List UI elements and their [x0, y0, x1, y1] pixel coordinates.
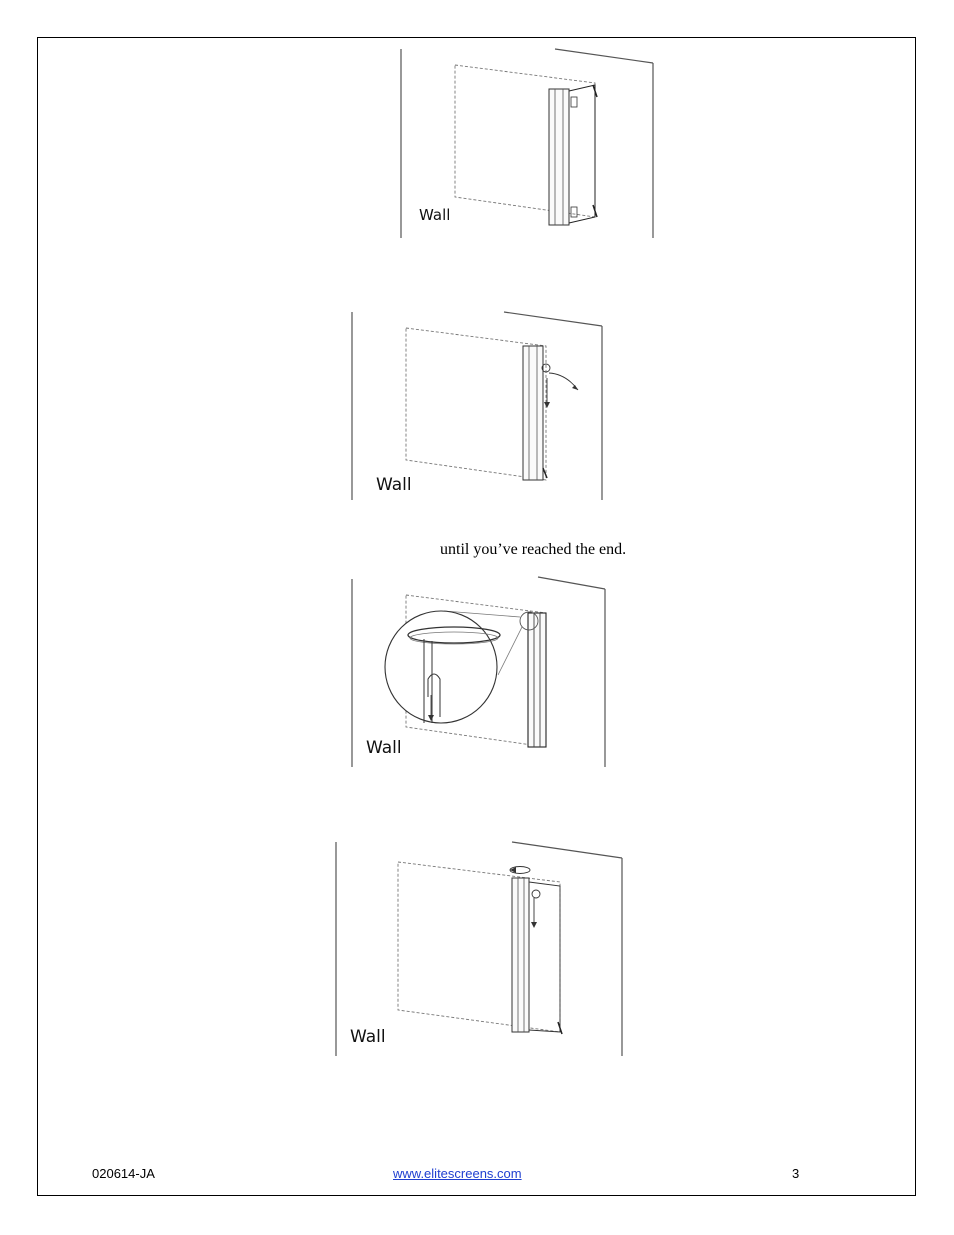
figure-2	[346, 308, 611, 503]
wall-label: Wall	[350, 1027, 386, 1047]
wall-label: Wall	[419, 206, 451, 224]
figure-2-drawing	[346, 308, 611, 503]
wall-label: Wall	[376, 475, 412, 495]
figure-3	[346, 575, 611, 770]
figure-4-drawing	[330, 838, 630, 1058]
figure-1	[395, 45, 660, 240]
footer-doc-code: 020614-JA	[92, 1166, 155, 1181]
figure-4	[330, 838, 630, 1058]
footer-website-link[interactable]: www.elitescreens.com	[393, 1166, 522, 1181]
caption-text: until you’ve reached the end.	[440, 541, 627, 558]
wall-label: Wall	[366, 738, 402, 758]
footer-page-number: 3	[792, 1166, 800, 1181]
